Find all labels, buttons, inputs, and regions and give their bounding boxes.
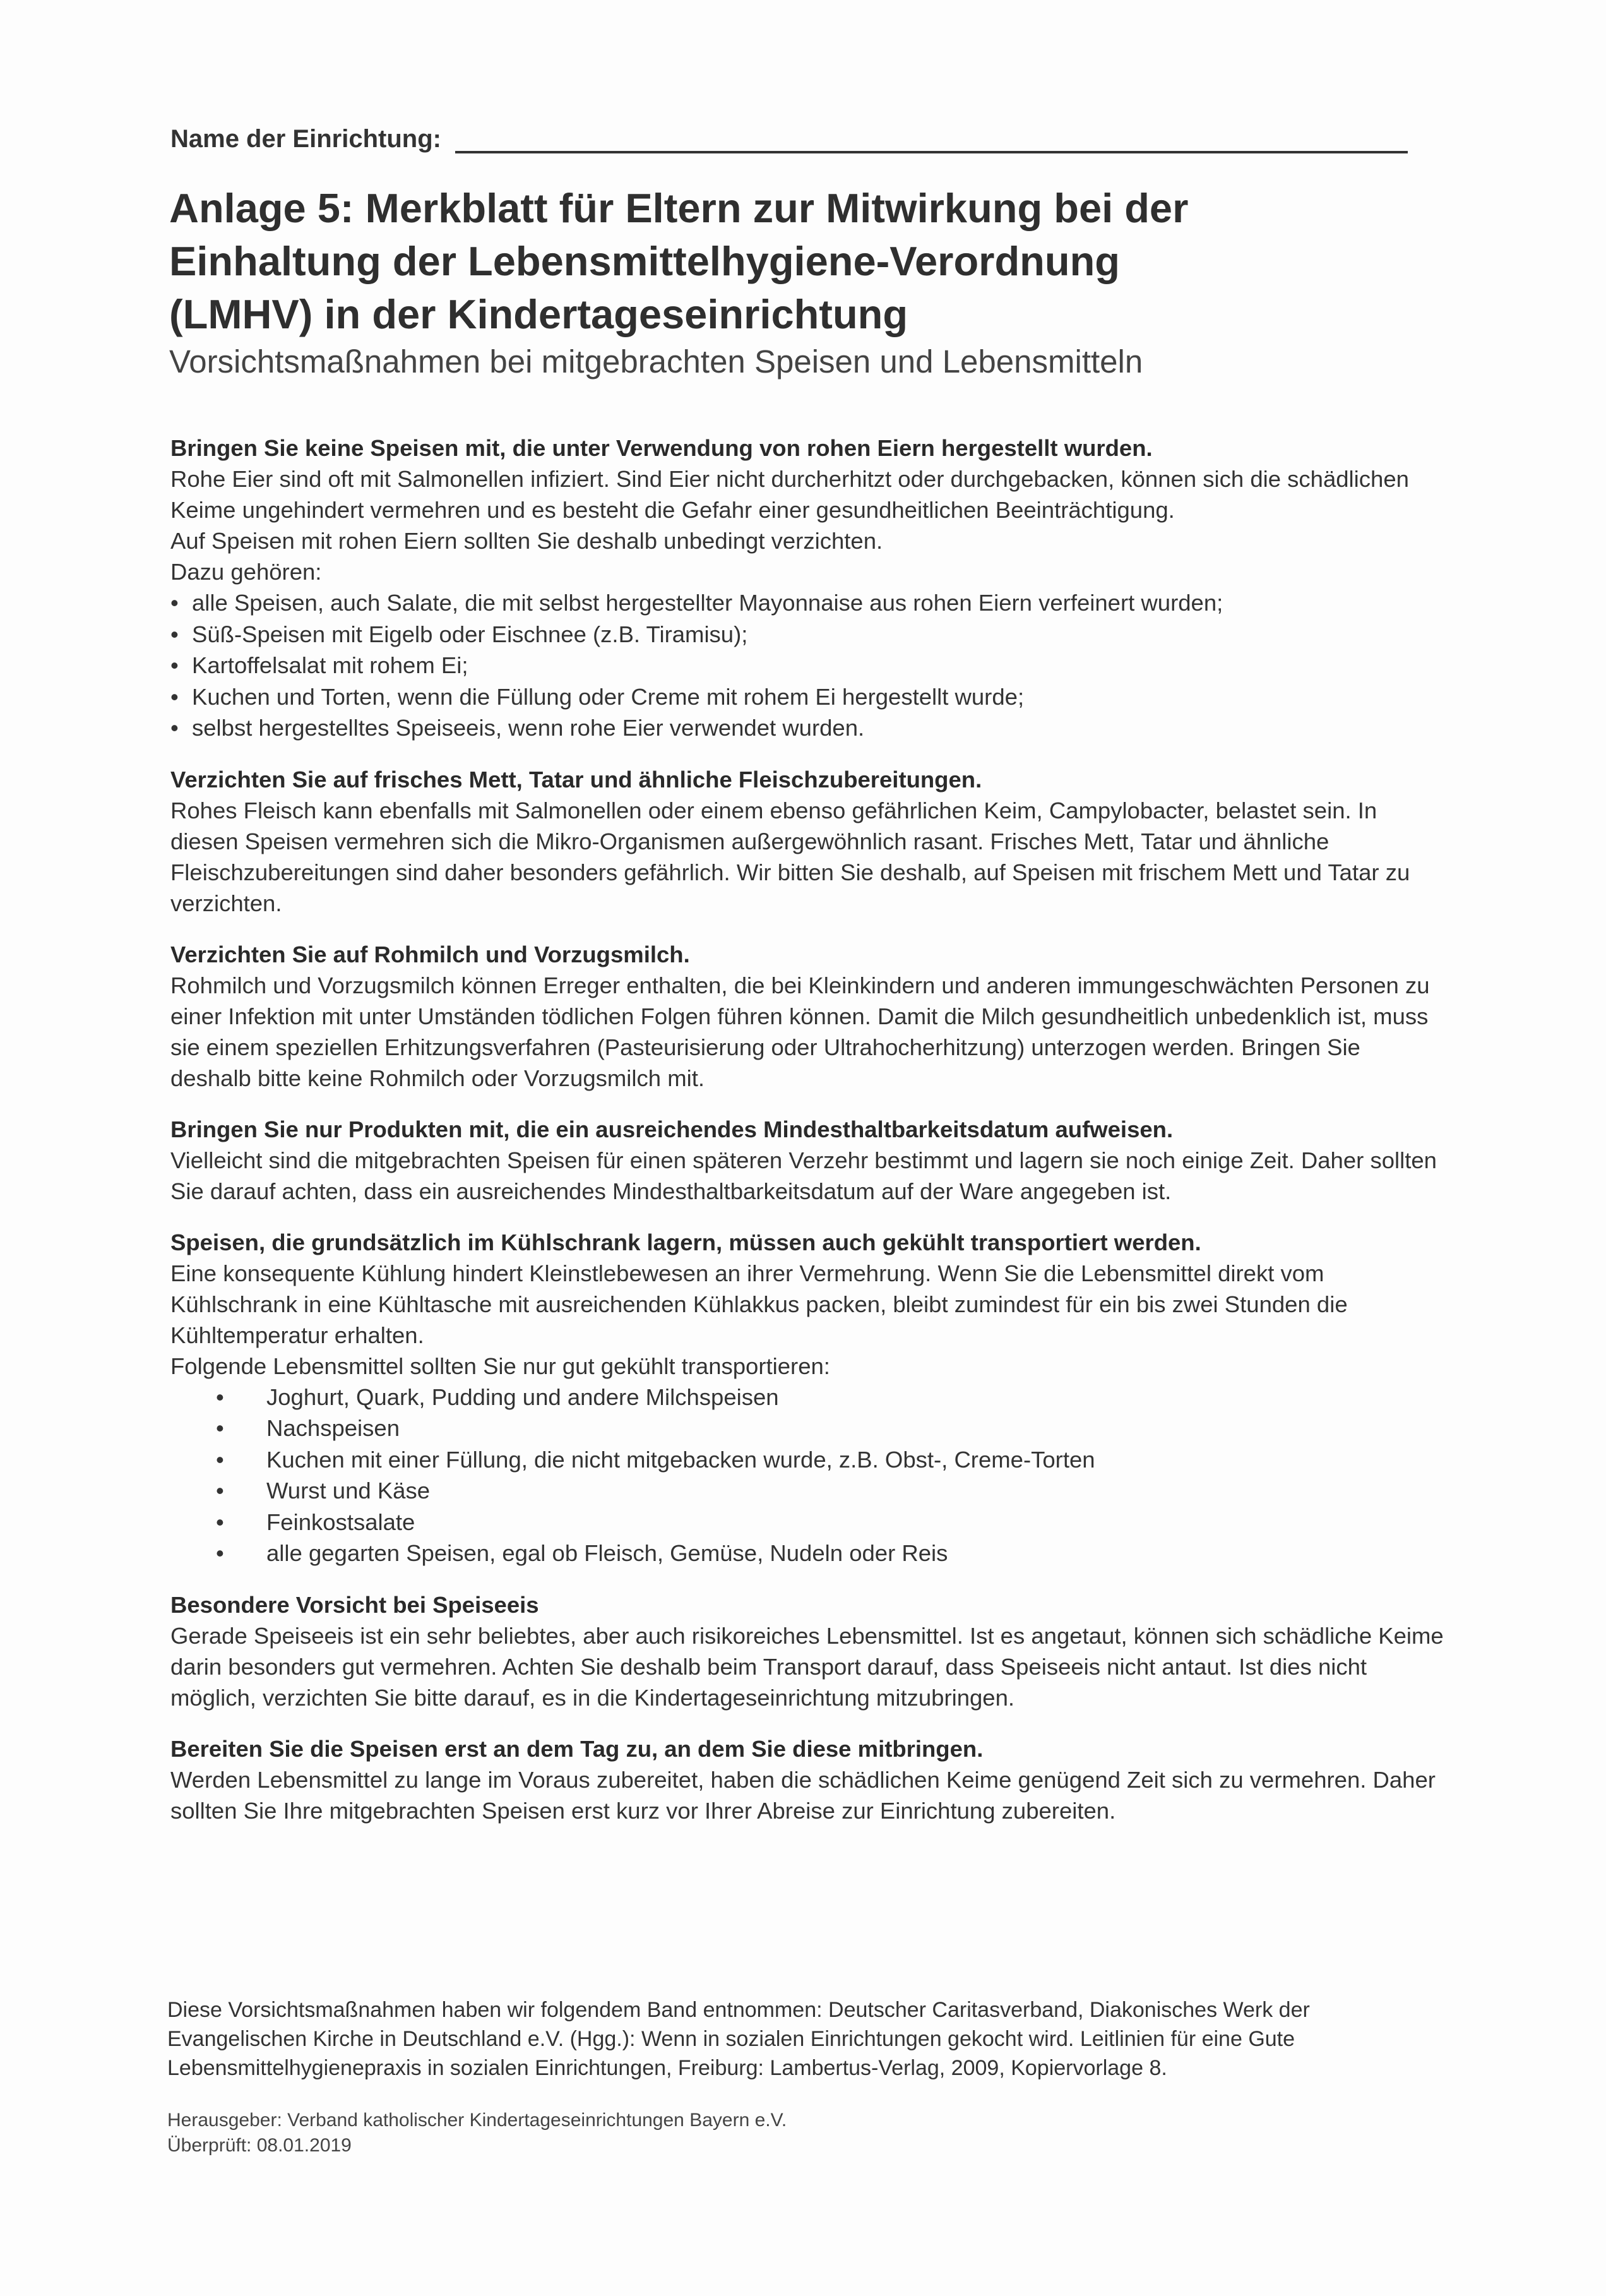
list-item: • Kuchen und Torten, wenn die Füllung oder Creme mit rohem Ei hergestellt wurde; xyxy=(170,681,1446,713)
section-heading: Bringen Sie nur Produkten mit, die ein ausreichendes Mindesthaltbarkeitsdatum aufweisen. xyxy=(170,1116,1174,1142)
document-body xyxy=(170,433,1446,1846)
section-heading: Besondere Vorsicht bei Speiseeis xyxy=(170,1591,539,1618)
list-item: • Joghurt, Quark, Pudding und andere Milchspeisen xyxy=(216,1382,1446,1413)
section-text: Werden Lebensmittel zu lange im Voraus zubereitet, haben die schädlichen Keime genügend Zeit sich zu vermehren. Daher sollten Sie Ihre mitgebrachten Speisen erst kurz vor Ihrer Abreise zur Einrichtung zubereiten. xyxy=(170,1766,1436,1824)
section-text: Rohes Fleisch kann ebenfalls mit Salmonellen oder einem ebenso gefährlichen Keim, Campylobacter, belastet sein. In diesen Speisen vermehren sich die Mikro-Organismen außergewöhnlich rasant. Frisches Mett, Tatar und ähnliche Fleischzubereitungen sind daher besonders gefährlich. Wir bitten Sie deshalb, auf Speisen mit frischem Mett und Tatar zu verzichten. xyxy=(170,797,1410,916)
publisher-line: Herausgeber: Verband katholischer Kindertageseinrichtungen Bayern e.V. xyxy=(167,2110,787,2131)
document-title xyxy=(169,182,1444,341)
publisher-block xyxy=(167,2108,1051,2158)
list-item: • Wurst und Käse xyxy=(216,1475,1446,1507)
section-ice-cream xyxy=(170,1589,1446,1713)
list-item: • selbst hergestelltes Speiseeis, wenn rohe Eier verwendet wurden. xyxy=(170,712,1446,744)
section-text: Rohe Eier sind oft mit Salmonellen infiziert. Sind Eier nicht durcherhitzt oder durchgebacken, können sich die schädlichen Keime ungehindert vermehren und es besteht die Gefahr einer gesundheitlichen Beeinträchtigung. xyxy=(170,466,1409,523)
section-raw-eggs xyxy=(170,433,1446,744)
document-subtitle: Vorsichtsmaßnahmen bei mitgebrachten Speisen und Lebensmitteln xyxy=(169,344,1143,380)
checked-date: Überprüft: 08.01.2019 xyxy=(167,2135,352,2156)
section-heading: Verzichten Sie auf Rohmilch und Vorzugsmilch. xyxy=(170,941,690,967)
title-line: Anlage 5: Merkblatt für Eltern zur Mitwirkung bei der xyxy=(169,185,1189,231)
section-text: Auf Speisen mit rohen Eiern sollten Sie deshalb unbedingt verzichten. xyxy=(170,528,883,554)
section-text: Eine konsequente Kühlung hindert Kleinstlebewesen an ihrer Vermehrung. Wenn Sie die Lebensmittel direkt vom Kühlschrank in eine Kühltasche mit ausreichenden Kühlakkus packen, bleibt zumindest für ein bis zwei Stunden die Kühltemperatur erhalten. xyxy=(170,1260,1348,1348)
section-text: Gerade Speiseeis ist ein sehr beliebtes, aber auch risikoreiches Lebensmittel. Ist es angetaut, können sich schädliche Keime darin besonders gut vermehren. Achten Sie deshalb beim Transport darauf, dass Speiseeis nicht antaut. Ist dies nicht möglich, verzichten Sie bitte darauf, es in die Kindertageseinrichtung mitzubringen. xyxy=(170,1622,1444,1711)
section-heading: Speisen, die grundsätzlich im Kühlschrank lagern, müssen auch gekühlt transportiert werden. xyxy=(170,1229,1201,1255)
section-heading: Verzichten Sie auf frisches Mett, Tatar und ähnliche Fleischzubereitungen. xyxy=(170,766,982,792)
list-item: • Nachspeisen xyxy=(216,1413,1446,1444)
section-cooled-transport xyxy=(170,1227,1446,1569)
document-heading xyxy=(169,182,1444,383)
title-line: (LMHV) in der Kindertageseinrichtung xyxy=(169,291,908,337)
title-line: Einhaltung der Lebensmittelhygiene-Verordnung xyxy=(169,238,1120,284)
section-heading: Bringen Sie keine Speisen mit, die unter Verwendung von rohen Eiern hergestellt wurden. xyxy=(170,435,1153,461)
section-text: Vielleicht sind die mitgebrachten Speisen für einen späteren Verzehr bestimmt und lagern sie noch einige Zeit. Daher sollten Sie darauf achten, dass ein ausreichendes Mindesthaltbarkeitsdatum auf der Ware angegeben ist. xyxy=(170,1147,1437,1204)
raw-egg-food-list xyxy=(170,587,1446,744)
list-item: • Kuchen mit einer Füllung, die nicht mitgebacken wurde, z.B. Obst-, Creme-Torten xyxy=(216,1444,1446,1476)
cooled-food-list xyxy=(170,1382,1446,1569)
section-text: Rohmilch und Vorzugsmilch können Erreger enthalten, die bei Kleinkindern und anderen immungeschwächten Personen zu einer Infektion mit unter Umständen tödlichen Folgen führen können. Damit die Milch gesundheitlich unbedenklich ist, muss sie einem speziellen Erhitzungsverfahren (Pasteurisierung oder Ultrahocherhitzung) unterzogen werden. Bringen Sie deshalb bitte keine Rohmilch oder Vorzugsmilch mit. xyxy=(170,972,1430,1091)
list-item: • alle Speisen, auch Salate, die mit selbst hergestellter Mayonnaise aus rohen Eiern verfeinert wurden; xyxy=(170,587,1446,619)
section-heading: Bereiten Sie die Speisen erst an dem Tag zu, an dem Sie diese mitbringen. xyxy=(170,1735,984,1762)
section-mett-tatar xyxy=(170,764,1446,919)
list-item: • Süß-Speisen mit Eigelb oder Eischnee (z.B. Tiramisu); xyxy=(170,619,1446,650)
list-item: • alle gegarten Speisen, egal ob Fleisch, Gemüse, Nudeln oder Reis xyxy=(216,1538,1446,1569)
list-item: • Kartoffelsalat mit rohem Ei; xyxy=(170,650,1446,681)
section-text: Dazu gehören: xyxy=(170,559,322,585)
institution-name-line xyxy=(170,125,1408,153)
institution-name-field xyxy=(455,132,1408,153)
section-raw-milk xyxy=(170,939,1446,1094)
source-note: Diese Vorsichtsmaßnahmen haben wir folgendem Band entnommen: Deutscher Caritasverband, Diakonisches Werk der Evangelischen Kirche in Deutschland e.V. (Hgg.): Wenn in sozialen Einrichtungen gekocht wird. Leitlinien für eine Gute Lebensmittelhygienepraxis in sozialen Einrichtungen, Freiburg: Lambertus-Verlag, 2009, Kopiervorlage 8. xyxy=(167,1998,1310,2080)
list-item: • Feinkostsalate xyxy=(216,1507,1446,1538)
section-text: Folgende Lebensmittel sollten Sie nur gut gekühlt transportieren: xyxy=(170,1353,830,1379)
section-best-before xyxy=(170,1114,1446,1207)
section-same-day-preparation xyxy=(170,1733,1446,1826)
institution-name-label: Name der Einrichtung: xyxy=(170,125,441,153)
